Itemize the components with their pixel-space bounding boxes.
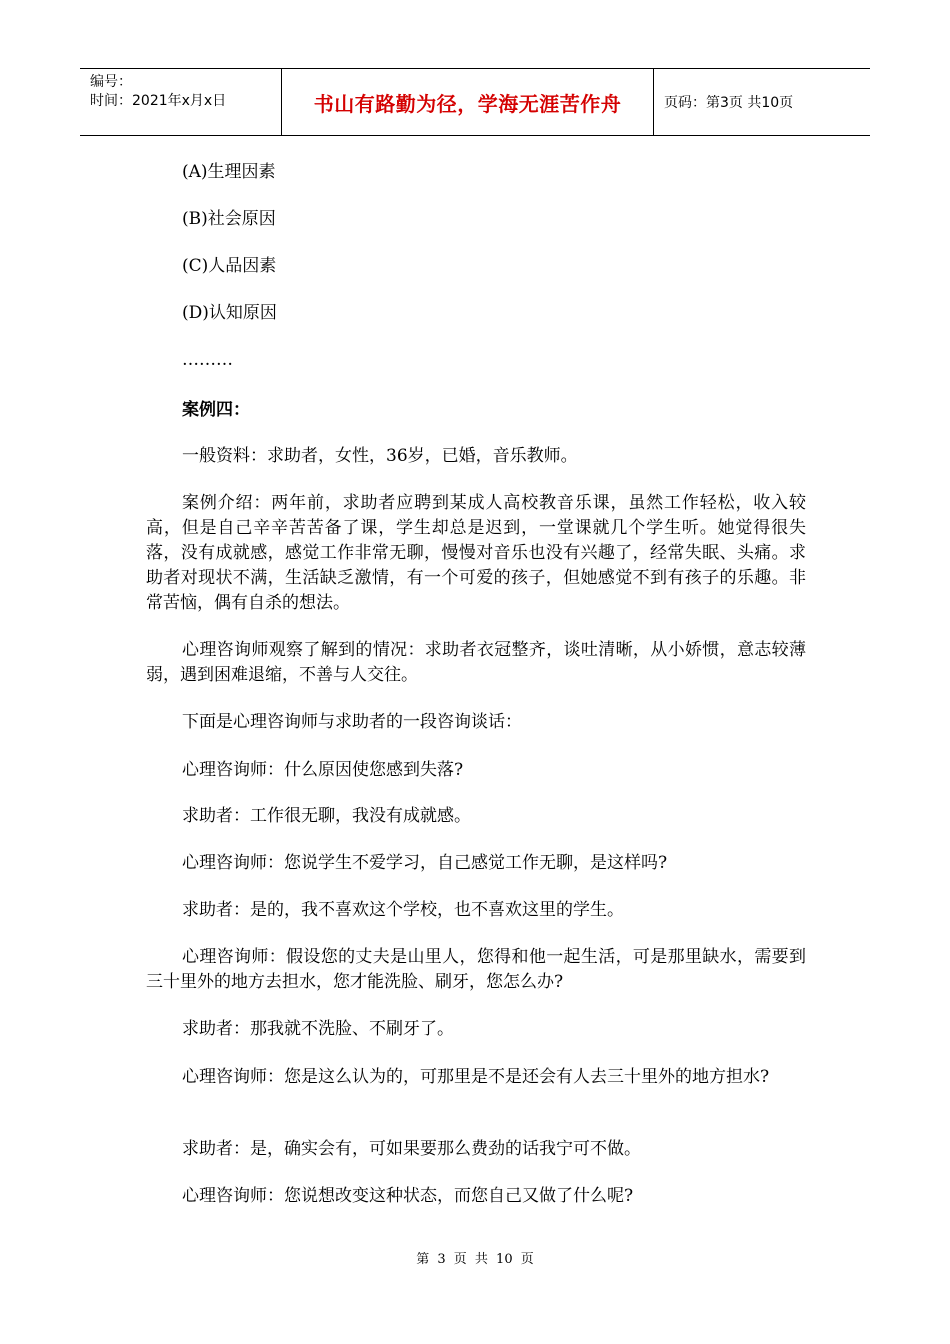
header-meta: [80, 69, 282, 135]
header-page-info: 页码：第3页 共10页: [664, 95, 794, 111]
dialogue-line: 心理咨询师：您说学生不爱学习，自己感觉工作无聊，是这样吗?: [182, 853, 668, 873]
dialogue-line: 心理咨询师：您是这么认为的，可那里是不是还会有人去三十里外的地方担水?: [182, 1067, 770, 1087]
paragraph-dialogue-intro: 下面是心理咨询师与求助者的一段咨询谈话：: [182, 712, 522, 732]
option-a: (A)生理因素: [182, 162, 276, 182]
document-time: 时间：2021年x月x日: [90, 93, 227, 109]
option-d: (D)认知原因: [182, 303, 277, 323]
page-header: [80, 68, 870, 136]
paragraph-observation: 心理咨询师观察了解到的情况：求助者衣冠整齐，谈吐清晰，从小娇惯，意志较薄弱，遇到困难退缩，不善与人交往。: [146, 640, 806, 685]
document-number: 编号：: [90, 74, 132, 90]
dialogue-line: 心理咨询师：您说想改变这种状态，而您自己又做了什么呢?: [182, 1186, 634, 1206]
dialogue-line: 心理咨询师：假设您的丈夫是山里人，您得和他一起生活，可是那里缺水，需要到三十里外的地方去担水，您才能洗脸、刷牙，您怎么办?: [146, 947, 806, 992]
paragraph-case-intro: 案例介绍：两年前，求助者应聘到某成人高校教音乐课，虽然工作轻松，收入较高，但是自己辛辛苦苦备了课，学生却总是迟到，一堂课就几个学生听。她觉得很失落，没有成就感，感觉工作非常无聊，慢慢对音乐也没有兴趣了，经常失眠、头痛。求助者对现状不满，生活缺乏激情，有一个可爱的孩子，但她感觉不到有孩子的乐趣。非常苦恼，偶有自杀的想法。: [146, 493, 806, 613]
paragraph-general-info: 一般资料：求助者，女性，36岁，已婚，音乐教师。: [182, 446, 578, 466]
dialogue-line: 心理咨询师：什么原因使您感到失落?: [182, 760, 464, 780]
dialogue-line: 求助者：是，确实会有，可如果要那么费劲的话我宁可不做。: [182, 1139, 641, 1159]
header-motto: 书山有路勤为径，学海无涯苦作舟: [282, 69, 654, 135]
option-c: (C)人品因素: [182, 256, 277, 276]
ellipsis: ………: [182, 350, 233, 370]
case-title: 案例四：: [182, 400, 250, 420]
dialogue-line: 求助者：工作很无聊，我没有成就感。: [182, 806, 471, 826]
page-footer: 第 3 页 共 10 页: [416, 1252, 534, 1267]
option-b: (B)社会原因: [182, 209, 276, 229]
dialogue-line: 求助者：那我就不洗脸、不刷牙了。: [182, 1019, 454, 1039]
dialogue-line: 求助者：是的，我不喜欢这个学校，也不喜欢这里的学生。: [182, 900, 624, 920]
